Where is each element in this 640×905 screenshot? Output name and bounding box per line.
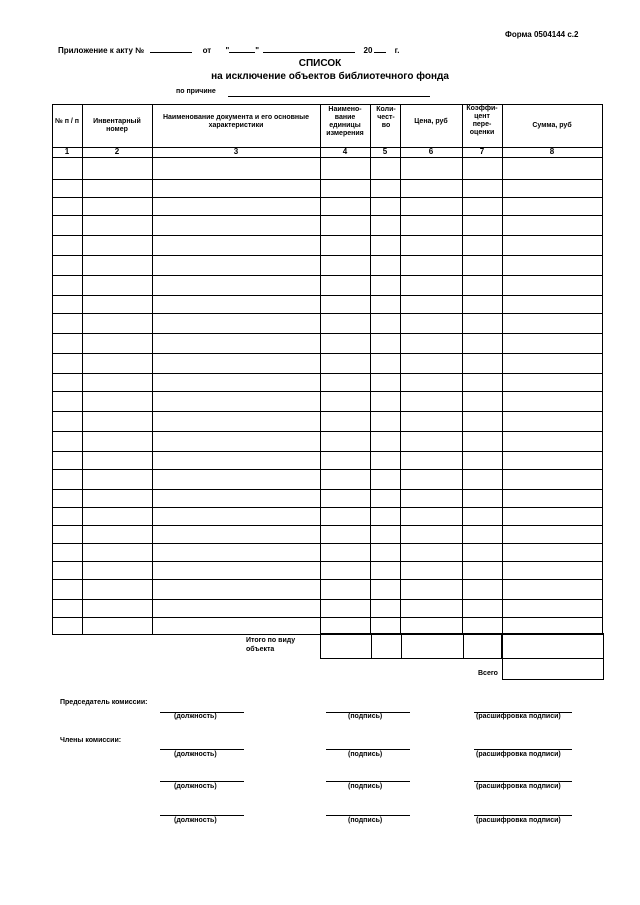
table-row[interactable] — [52, 313, 602, 314]
total-by-type-box[interactable] — [320, 633, 502, 659]
position-caption: (должность) — [174, 713, 217, 720]
table-row[interactable] — [52, 353, 602, 354]
table-row[interactable] — [52, 561, 602, 562]
table-row[interactable] — [52, 179, 602, 180]
table-row[interactable] — [52, 579, 602, 580]
table-row[interactable] — [52, 431, 602, 432]
column-divider — [152, 105, 153, 635]
members-label: Члены комиссии: — [60, 737, 122, 744]
member2-position-line[interactable] — [160, 781, 244, 782]
member1-decoding-line[interactable] — [474, 749, 572, 750]
col-number-1: 1 — [64, 147, 70, 156]
table-row[interactable] — [52, 489, 602, 490]
grand-total-box[interactable] — [502, 658, 604, 680]
col-number-6: 6 — [428, 147, 434, 156]
reason-field[interactable] — [228, 96, 430, 97]
member1-signature-line[interactable] — [326, 749, 410, 750]
table-row[interactable] — [52, 333, 602, 334]
column-divider — [462, 105, 463, 635]
document-title: СПИСОК — [298, 58, 342, 69]
col-header-unit: Наимено- вание единицы измерения — [326, 106, 364, 137]
number-row-divider — [52, 157, 602, 158]
table-row[interactable] — [52, 295, 602, 296]
total-by-type-label: Итого по виду объекта — [246, 637, 296, 653]
chairman-label: Председатель комиссии: — [60, 699, 148, 706]
document-subtitle: на исключение объектов библиотечного фонда — [211, 71, 449, 82]
appendix-from: от — [202, 46, 212, 55]
year-field[interactable] — [374, 44, 386, 53]
column-divider — [400, 105, 401, 635]
table-row[interactable] — [52, 469, 602, 470]
table-row[interactable] — [52, 391, 602, 392]
signature-caption: (подпись) — [348, 783, 383, 790]
appendix-prefix: Приложение к акту № — [58, 46, 145, 55]
col-header-quantity: Коли- чест- во — [376, 106, 396, 129]
table-row[interactable] — [52, 235, 602, 236]
column-divider — [82, 105, 83, 635]
member2-signature-line[interactable] — [326, 781, 410, 782]
col-number-8: 8 — [549, 147, 555, 156]
table-row[interactable] — [52, 275, 602, 276]
table-row[interactable] — [52, 197, 602, 198]
position-caption: (должность) — [174, 783, 217, 790]
col-header-document-name: Наименование документа и его основные характеристики — [162, 114, 310, 129]
decoding-caption: (расшифровка подписи) — [476, 817, 561, 824]
table-row[interactable] — [52, 373, 602, 374]
signature-caption: (подпись) — [348, 713, 383, 720]
form-code: Форма 0504144 с.2 — [505, 30, 579, 39]
total-divider — [371, 634, 372, 658]
column-divider — [370, 105, 371, 635]
table-row[interactable] — [52, 599, 602, 600]
col-header-row-number: № п / п — [54, 118, 80, 125]
column-divider — [502, 105, 503, 635]
table-row[interactable] — [52, 451, 602, 452]
total-divider — [463, 634, 464, 658]
member1-position-line[interactable] — [160, 749, 244, 750]
day-field[interactable] — [229, 44, 255, 53]
year-prefix: 20 — [363, 46, 373, 55]
act-number-field[interactable] — [150, 44, 192, 53]
month-field[interactable] — [263, 44, 355, 53]
grand-total-label: Всего — [478, 670, 498, 677]
table-border-left — [52, 105, 53, 635]
table-row[interactable] — [52, 525, 602, 526]
position-caption: (должность) — [174, 817, 217, 824]
column-divider — [320, 105, 321, 635]
col-number-2: 2 — [114, 147, 120, 156]
col-header-inventory-number: Инвентарный номер — [93, 118, 141, 133]
col-header-sum: Сумма, руб — [532, 122, 572, 129]
total-by-type-sum-box[interactable] — [502, 633, 604, 659]
quote-close: " — [255, 46, 260, 55]
col-header-price: Цена, руб — [414, 118, 448, 125]
table-row[interactable] — [52, 507, 602, 508]
col-number-3: 3 — [233, 147, 239, 156]
year-suffix: г. — [394, 46, 400, 55]
decoding-caption: (расшифровка подписи) — [476, 783, 561, 790]
position-caption: (должность) — [174, 751, 217, 758]
member3-signature-line[interactable] — [326, 815, 410, 816]
table-row[interactable] — [52, 411, 602, 412]
member2-decoding-line[interactable] — [474, 781, 572, 782]
header-divider — [52, 147, 602, 148]
reason-label: по причине — [176, 88, 216, 95]
total-divider — [401, 634, 402, 658]
signature-caption: (подпись) — [348, 751, 383, 758]
appendix-line — [58, 44, 399, 55]
signature-caption: (подпись) — [348, 817, 383, 824]
quote-open: " — [225, 46, 230, 55]
col-number-5: 5 — [382, 147, 388, 156]
col-number-7: 7 — [479, 147, 485, 156]
col-number-4: 4 — [342, 147, 348, 156]
write-off-table — [52, 104, 603, 635]
member3-decoding-line[interactable] — [474, 815, 572, 816]
decoding-caption: (расшифровка подписи) — [476, 751, 561, 758]
member3-position-line[interactable] — [160, 815, 244, 816]
table-row[interactable] — [52, 215, 602, 216]
table-row[interactable] — [52, 617, 602, 618]
col-header-coefficient: Коэффи- цент пере- оценки — [466, 105, 498, 136]
decoding-caption: (расшифровка подписи) — [476, 713, 561, 720]
table-row[interactable] — [52, 255, 602, 256]
table-row[interactable] — [52, 543, 602, 544]
